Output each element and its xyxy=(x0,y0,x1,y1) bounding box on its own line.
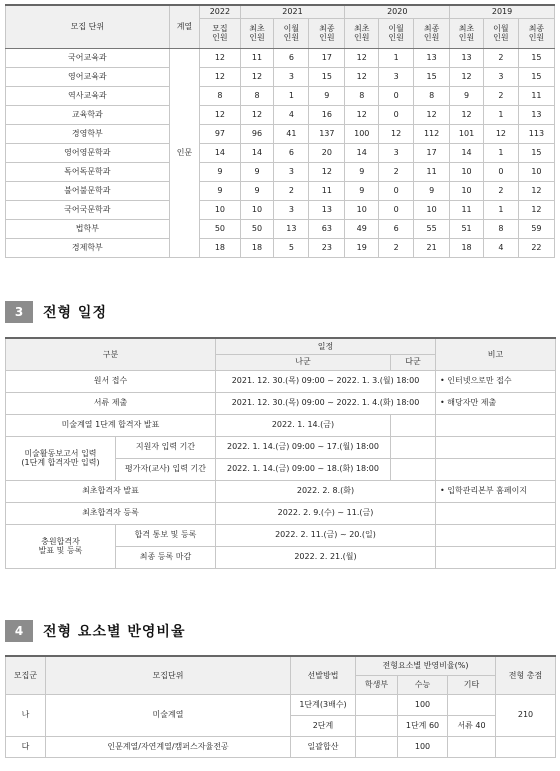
table-cell: 0 xyxy=(483,162,518,181)
table-cell: 16 xyxy=(309,105,345,124)
table-cell: 0 xyxy=(379,181,414,200)
table-cell: 9 xyxy=(200,162,240,181)
row-label: 원서 접수 xyxy=(6,370,216,392)
table-cell: 3 xyxy=(274,67,309,86)
row-unit: 불어불문학과 xyxy=(6,181,170,200)
header-note: 비고 xyxy=(436,338,556,370)
section-header-schedule xyxy=(5,300,107,324)
table-cell: 8 xyxy=(240,86,274,105)
row-date: 2022. 1. 14.(금) xyxy=(216,414,391,436)
table-cell: 9 xyxy=(240,181,274,200)
row-label: 미술계열 1단계 합격자 발표 xyxy=(6,414,216,436)
table-cell: 12 xyxy=(345,67,379,86)
row-date: 2022. 2. 11.(금) ~ 20.(일) xyxy=(216,524,436,546)
row-date: 2022. 2. 9.(수) ~ 11.(금) xyxy=(216,502,436,524)
header-final: 최종 인원 xyxy=(518,18,554,48)
row-date-da xyxy=(391,436,436,458)
table-cell: 9 xyxy=(414,181,450,200)
table-cell: 2 xyxy=(483,48,518,67)
table-cell: 11 xyxy=(309,181,345,200)
table-cell: 8 xyxy=(345,86,379,105)
table-cell: 12 xyxy=(200,105,240,124)
header-quota: 모집 인원 xyxy=(200,18,240,48)
table-cell: 137 xyxy=(309,124,345,143)
table-row xyxy=(6,392,556,414)
table-cell: 3 xyxy=(379,67,414,86)
table-cell: 15 xyxy=(309,67,345,86)
row-date: 2021. 12. 30.(목) 09:00 ~ 2022. 1. 3.(월) 18:00 xyxy=(216,370,436,392)
section-title: 전형 일정 xyxy=(43,305,107,321)
row-sublabel: 평가자(교사) 입력 기간 xyxy=(116,458,216,480)
table-cell: 63 xyxy=(309,219,345,238)
table-cell: 13 xyxy=(414,48,450,67)
header-other: 기타 xyxy=(448,675,496,694)
row-group: 다 xyxy=(6,736,46,757)
table-cell: 15 xyxy=(518,143,554,162)
table-row xyxy=(6,67,555,86)
table-cell: 0 xyxy=(379,200,414,219)
table-cell: 2 xyxy=(274,181,309,200)
table-cell: 12 xyxy=(345,105,379,124)
row-sublabel: 지원자 입력 기간 xyxy=(116,436,216,458)
row-note xyxy=(436,458,556,480)
table-cell: 12 xyxy=(379,124,414,143)
header-year-2021: 2021 xyxy=(240,5,345,18)
row-note: • 인터넷으로만 접수 xyxy=(436,370,556,392)
row-unit: 법학부 xyxy=(6,219,170,238)
table-cell: 9 xyxy=(240,162,274,181)
table-cell: 14 xyxy=(450,143,484,162)
header-initial: 최초 인원 xyxy=(240,18,274,48)
table-cell: 19 xyxy=(345,238,379,257)
header-carryover: 이월 인원 xyxy=(379,18,414,48)
table-cell: 23 xyxy=(309,238,345,257)
table-cell: 112 xyxy=(414,124,450,143)
table-cell: 3 xyxy=(274,162,309,181)
row-unit: 경영학부 xyxy=(6,124,170,143)
table-cell: 10 xyxy=(345,200,379,219)
row-suneung: 100 xyxy=(398,694,448,715)
table-row xyxy=(6,436,556,458)
table-cell: 14 xyxy=(240,143,274,162)
row-unit: 국어교육과 xyxy=(6,48,170,67)
row-unit: 영어교육과 xyxy=(6,67,170,86)
header-na-group: 나군 xyxy=(216,354,391,370)
table-cell: 11 xyxy=(518,86,554,105)
row-other: 서류 40 xyxy=(448,715,496,736)
table-cell: 9 xyxy=(345,181,379,200)
row-method: 1단계(3배수) xyxy=(291,694,356,715)
table-row xyxy=(6,238,555,257)
table-cell: 18 xyxy=(200,238,240,257)
table-cell: 12 xyxy=(518,200,554,219)
row-unit: 미술계열 xyxy=(46,694,291,736)
row-suneung: 1단계 60 xyxy=(398,715,448,736)
admission-table-body xyxy=(6,48,555,257)
row-label: 최초합격자 등록 xyxy=(6,502,216,524)
header-carryover: 이월 인원 xyxy=(483,18,518,48)
table-row xyxy=(6,86,555,105)
table-cell: 97 xyxy=(200,124,240,143)
table-cell: 96 xyxy=(240,124,274,143)
header-category: 계열 xyxy=(169,5,200,48)
table-cell: 11 xyxy=(414,162,450,181)
header-total: 전형 총점 xyxy=(496,656,556,694)
table-cell: 20 xyxy=(309,143,345,162)
row-school-record xyxy=(356,715,398,736)
row-school-record xyxy=(356,694,398,715)
table-cell: 13 xyxy=(518,105,554,124)
table-cell: 10 xyxy=(450,162,484,181)
row-label: 미술활동보고서 입력 (1단계 합격자만 입력) xyxy=(6,436,116,480)
header-date: 일정 xyxy=(216,338,436,354)
row-group: 나 xyxy=(6,694,46,736)
table-row xyxy=(6,480,556,502)
table-cell: 10 xyxy=(518,162,554,181)
table-cell: 51 xyxy=(450,219,484,238)
table-cell: 49 xyxy=(345,219,379,238)
header-year-2019: 2019 xyxy=(450,5,555,18)
row-total xyxy=(496,736,556,757)
header-final: 최종 인원 xyxy=(414,18,450,48)
table-row xyxy=(6,524,556,546)
table-cell: 100 xyxy=(345,124,379,143)
table-cell: 8 xyxy=(414,86,450,105)
row-category: 인문 xyxy=(169,48,200,257)
table-cell: 12 xyxy=(483,124,518,143)
table-cell: 1 xyxy=(483,200,518,219)
table-cell: 17 xyxy=(309,48,345,67)
header-initial: 최초 인원 xyxy=(450,18,484,48)
row-note: • 해당자만 제출 xyxy=(436,392,556,414)
table-row xyxy=(6,370,556,392)
header-suneung: 수능 xyxy=(398,675,448,694)
table-cell: 50 xyxy=(240,219,274,238)
header-unit: 모집 단위 xyxy=(6,5,170,48)
table-row xyxy=(6,219,555,238)
row-note xyxy=(436,436,556,458)
row-method: 일괄합산 xyxy=(291,736,356,757)
table-row xyxy=(6,105,555,124)
header-method: 선발방법 xyxy=(291,656,356,694)
table-cell: 10 xyxy=(450,181,484,200)
row-method: 2단계 xyxy=(291,715,356,736)
row-suneung: 100 xyxy=(398,736,448,757)
table-cell: 14 xyxy=(345,143,379,162)
table-cell: 9 xyxy=(345,162,379,181)
row-date: 2022. 2. 21.(월) xyxy=(216,546,436,568)
table-row xyxy=(6,414,556,436)
row-sublabel: 최종 등록 마감 xyxy=(116,546,216,568)
table-cell: 15 xyxy=(518,67,554,86)
table-row xyxy=(6,48,555,67)
table-cell: 2 xyxy=(379,162,414,181)
header-carryover: 이월 인원 xyxy=(274,18,309,48)
row-sublabel: 합격 통보 및 등록 xyxy=(116,524,216,546)
table-cell: 1 xyxy=(483,105,518,124)
table-cell: 18 xyxy=(450,238,484,257)
table-row xyxy=(6,143,555,162)
table-row xyxy=(6,162,555,181)
row-other xyxy=(448,736,496,757)
table-cell: 15 xyxy=(414,67,450,86)
section-header-ratio xyxy=(5,619,185,643)
header-da-group: 다군 xyxy=(391,354,436,370)
table-row xyxy=(6,200,555,219)
table-cell: 2 xyxy=(379,238,414,257)
row-note xyxy=(436,546,556,568)
header-group: 모집군 xyxy=(6,656,46,694)
row-school-record xyxy=(356,736,398,757)
table-cell: 10 xyxy=(414,200,450,219)
table-cell: 12 xyxy=(240,67,274,86)
table-cell: 8 xyxy=(200,86,240,105)
section-title: 전형 요소별 반영비율 xyxy=(43,624,186,640)
row-unit: 국어국문학과 xyxy=(6,200,170,219)
header-year-2022: 2022 xyxy=(200,5,240,18)
row-unit: 독어독문학과 xyxy=(6,162,170,181)
table-cell: 3 xyxy=(274,200,309,219)
row-unit: 경제학부 xyxy=(6,238,170,257)
section-number: 3 xyxy=(5,301,33,323)
table-cell: 13 xyxy=(450,48,484,67)
table-row xyxy=(6,736,556,757)
table-cell: 6 xyxy=(379,219,414,238)
table-cell: 8 xyxy=(483,219,518,238)
table-cell: 12 xyxy=(450,67,484,86)
admission-history-table xyxy=(5,4,555,258)
table-cell: 12 xyxy=(345,48,379,67)
table-cell: 1 xyxy=(483,143,518,162)
table-cell: 15 xyxy=(518,48,554,67)
row-date: 2022. 2. 8.(화) xyxy=(216,480,436,502)
table-cell: 0 xyxy=(379,105,414,124)
table-cell: 12 xyxy=(240,105,274,124)
table-cell: 12 xyxy=(518,181,554,200)
table-cell: 21 xyxy=(414,238,450,257)
row-label: 최초합격자 발표 xyxy=(6,480,216,502)
table-cell: 14 xyxy=(200,143,240,162)
table-cell: 11 xyxy=(240,48,274,67)
table-cell: 12 xyxy=(450,105,484,124)
table-cell: 3 xyxy=(483,67,518,86)
row-date: 2021. 12. 30.(목) 09:00 ~ 2022. 1. 4.(화) 18:00 xyxy=(216,392,436,414)
table-cell: 5 xyxy=(274,238,309,257)
table-cell: 2 xyxy=(483,181,518,200)
table-cell: 59 xyxy=(518,219,554,238)
header-school-record: 학생부 xyxy=(356,675,398,694)
row-total: 210 xyxy=(496,694,556,736)
table-cell: 4 xyxy=(274,105,309,124)
table-cell: 3 xyxy=(379,143,414,162)
schedule-table xyxy=(5,337,556,569)
table-cell: 9 xyxy=(200,181,240,200)
table-cell: 113 xyxy=(518,124,554,143)
table-cell: 1 xyxy=(379,48,414,67)
table-row xyxy=(6,694,556,715)
row-label: 서류 제출 xyxy=(6,392,216,414)
table-cell: 13 xyxy=(309,200,345,219)
table-cell: 18 xyxy=(240,238,274,257)
row-note xyxy=(436,524,556,546)
table-row xyxy=(6,124,555,143)
row-unit: 영어영문학과 xyxy=(6,143,170,162)
table-cell: 6 xyxy=(274,143,309,162)
header-ratio: 전형요소별 반영비율(%) xyxy=(356,656,496,675)
row-unit: 인문계열/자연계열/캠퍼스자율전공 xyxy=(46,736,291,757)
table-cell: 9 xyxy=(309,86,345,105)
table-cell: 55 xyxy=(414,219,450,238)
table-cell: 22 xyxy=(518,238,554,257)
table-row xyxy=(6,502,556,524)
table-cell: 101 xyxy=(450,124,484,143)
table-row xyxy=(6,181,555,200)
header-year-2020: 2020 xyxy=(345,5,450,18)
row-unit: 교육학과 xyxy=(6,105,170,124)
header-unit: 모집단위 xyxy=(46,656,291,694)
header-final: 최종 인원 xyxy=(309,18,345,48)
table-cell: 1 xyxy=(274,86,309,105)
row-date: 2022. 1. 14.(금) 09:00 ~ 18.(화) 18:00 xyxy=(216,458,391,480)
table-cell: 41 xyxy=(274,124,309,143)
section-number: 4 xyxy=(5,620,33,642)
table-cell: 10 xyxy=(240,200,274,219)
row-unit: 역사교육과 xyxy=(6,86,170,105)
row-label: 충원합격자 발표 및 등록 xyxy=(6,524,116,568)
table-cell: 0 xyxy=(379,86,414,105)
table-cell: 12 xyxy=(309,162,345,181)
table-cell: 12 xyxy=(200,48,240,67)
table-cell: 9 xyxy=(450,86,484,105)
table-cell: 12 xyxy=(414,105,450,124)
table-cell: 50 xyxy=(200,219,240,238)
header-initial: 최초 인원 xyxy=(345,18,379,48)
row-date-da xyxy=(391,414,436,436)
row-note: • 입학관리본부 홈페이지 xyxy=(436,480,556,502)
row-note xyxy=(436,414,556,436)
table-cell: 2 xyxy=(483,86,518,105)
row-other xyxy=(448,694,496,715)
table-cell: 12 xyxy=(200,67,240,86)
table-cell: 13 xyxy=(274,219,309,238)
table-cell: 10 xyxy=(200,200,240,219)
ratio-table xyxy=(5,655,556,758)
table-cell: 4 xyxy=(483,238,518,257)
table-cell: 11 xyxy=(450,200,484,219)
header-division: 구분 xyxy=(6,338,216,370)
table-cell: 17 xyxy=(414,143,450,162)
row-note xyxy=(436,502,556,524)
row-date-da xyxy=(391,458,436,480)
row-date: 2022. 1. 14.(금) 09:00 ~ 17.(월) 18:00 xyxy=(216,436,391,458)
table-cell: 6 xyxy=(274,48,309,67)
